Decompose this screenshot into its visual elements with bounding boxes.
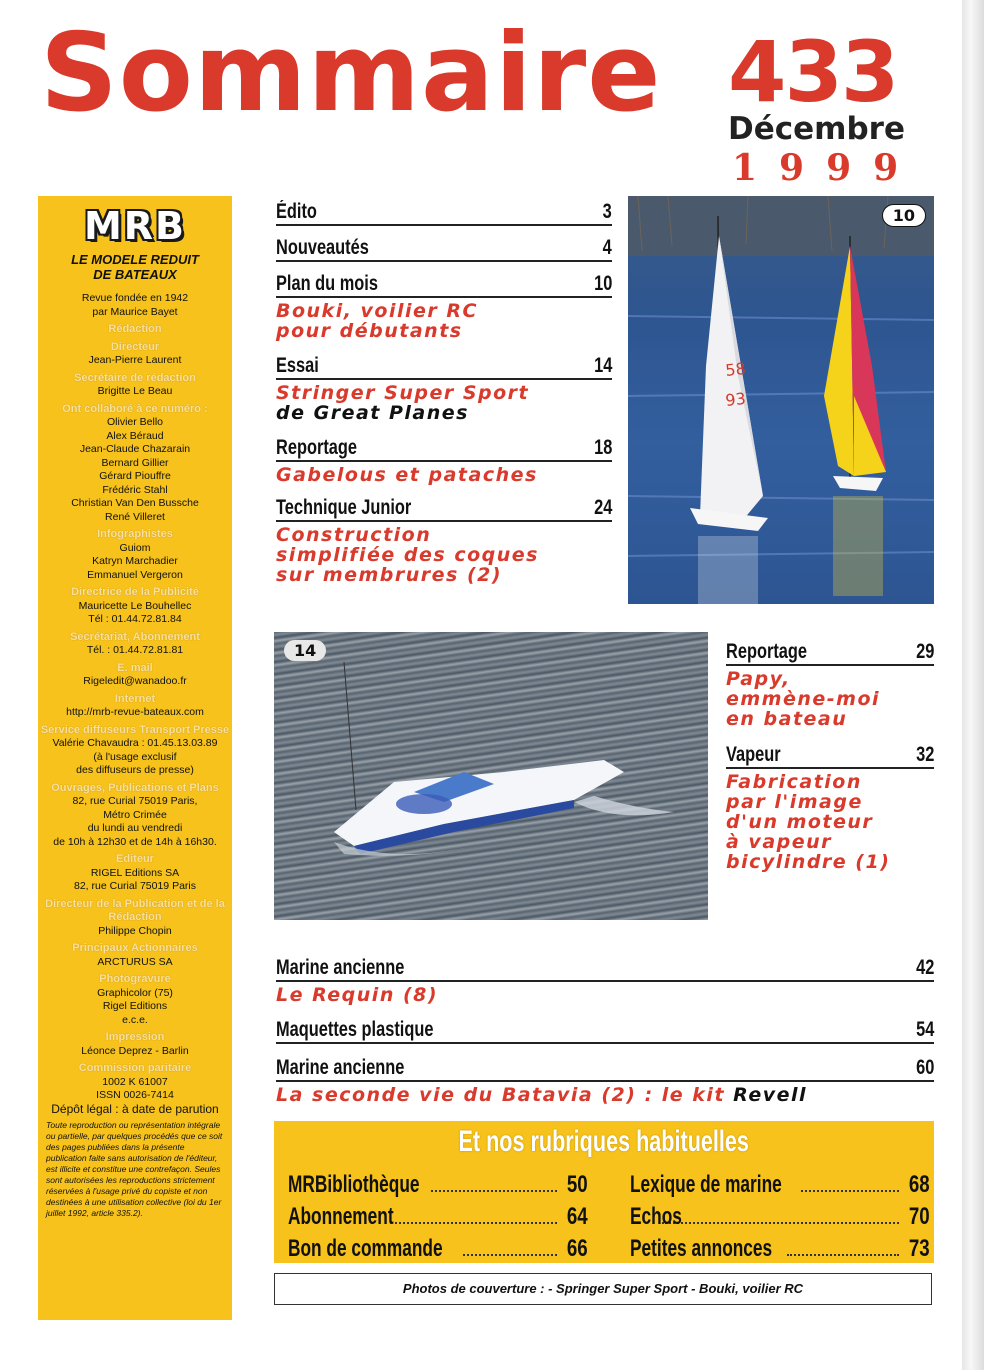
collaborator: Alex Béraud [106,429,164,442]
toc-page: 60 [915,1056,934,1079]
actionnaire-name: ARCTURUS SA [97,955,173,968]
toc-page: 4 [602,236,612,259]
rubrique-page: 64 [567,1203,588,1230]
toc-subtitle-line: emmène-moi [726,688,881,710]
toc-section: Reportage [726,640,808,663]
toc-subtitle-line: Stringer Super Sport [276,382,530,404]
cover-photo-credits: Photos de couverture : - Springer Super Sport - Bouki, voilier RC [274,1273,932,1305]
collaborator-list [38,416,232,524]
toc-entry-maquettes-plastique[interactable] [276,1012,934,1044]
toc-section: Essai [276,354,319,377]
toc-row [276,490,612,522]
sail-number: 58 [724,358,747,380]
rubriques-right-column [630,1167,930,1263]
editeur-line: 82, rue Curial 75019 Paris [74,880,196,892]
toc-entry-reportage-18[interactable] [276,430,612,485]
website-url: http://mrb-revue-bateaux.com [66,706,204,718]
toc-entry-marine-ancienne-42[interactable] [276,950,934,1005]
collaborator: Jean-Claude Chazarain [79,443,191,455]
rubrique-label: Lexique de marine [630,1171,782,1198]
heading-publicite: Directrice de la Publicité [71,586,199,598]
heading-internet: Internet [114,692,156,705]
toc-section: Plan du mois [276,272,378,295]
heading-email: E. mail [117,661,153,674]
toc-entry-edito[interactable] [276,194,612,226]
toc-row [276,1050,934,1082]
publicite-name: Mauricette Le Bouhellec [78,599,192,612]
issue-month: Décembre [728,111,905,147]
dot-leader [463,1254,558,1256]
commission-line: ISSN 0026-7414 [96,1089,174,1101]
photogravure-line: Rigel Editions [102,1000,168,1012]
toc-page: 14 [593,354,612,377]
toc-row [276,266,612,298]
collaborator: Frédéric Stahl [102,483,168,496]
rubrique-item[interactable] [288,1231,588,1263]
toc-row [726,737,934,769]
infographiste: Katryn Marchadier [92,555,178,567]
heading-secretariat: Secrétariat, Abonnement [70,630,200,643]
secretaire-name: Brigitte Le Beau [97,385,173,397]
toc-row [276,1012,934,1044]
toc-entry-technique-junior[interactable] [276,490,612,585]
toc-page: 32 [915,743,934,766]
heading-service: Service diffuseurs Transport Presse [40,723,230,736]
rubrique-label: MRBibliothèque [288,1171,420,1198]
founded-line: par Maurice Bayet [92,305,178,318]
sailboats-illustration [628,196,934,604]
toc-section: Marine ancienne [276,1056,405,1079]
toc-subtitle-line: d'un moteur [726,811,874,833]
ouvrages-line: du lundi au vendredi [87,822,183,834]
heading-ouvrages: Ouvrages, Publications et Plans [51,781,219,794]
heading-collaborators: Ont collaboré à ce numéro : [62,402,208,415]
rubrique-item[interactable] [630,1167,930,1199]
service-line: (à l'usage exclusif [93,750,177,763]
rubrique-item[interactable] [288,1199,588,1231]
toc-row [276,430,612,462]
editeur-line: RIGEL Editions SA [90,866,180,879]
heading-actionnaires: Principaux Actionnaires [72,942,198,954]
impression-name: Léonce Deprez - Barlin [81,1044,189,1057]
toc-row [276,950,934,982]
toc-subtitle-line: La seconde vie du Batavia (2) : le kit [276,1084,726,1106]
collaborator: René Villeret [105,510,165,523]
toc-row [726,634,934,666]
rubriques-left-column [288,1167,588,1263]
ouvrages-line: de 10h à 12h30 et de 14h à 16h30. [53,835,217,848]
toc-page: 18 [593,436,612,459]
page-edge-shadow [962,0,984,1370]
subtitle-line: LE MODELE REDUIT [71,252,199,267]
service-line: Valérie Chavaudra : 01.45.13.03.89 [52,737,218,749]
toc-subtitle-line: Le Requin (8) [276,984,439,1006]
sail-number: 93 [724,388,747,410]
issue-number: 433 [728,23,898,121]
ouvrages-line: 82, rue Curial 75019 Paris, [72,795,198,807]
heading-directeur: Directeur [110,340,160,353]
toc-subtitle-line: Bouki, voilier RC [276,300,478,322]
page-title: Sommaire [40,11,662,136]
infographiste: Emmanuel Vergeron [87,568,183,581]
toc-subtitle [276,465,612,485]
toc-subtitle [276,525,612,585]
toc-subtitle-suffix: Revell [733,1084,808,1106]
toc-subtitle-line: sur membrures (2) [276,564,503,586]
toc-subtitle-line: Gabelous et pataches [276,464,538,486]
publicite-tel: Tél : 01.44.72.81.84 [88,613,182,625]
toc-subtitle [276,301,612,341]
rubrique-page: 68 [909,1171,930,1198]
rubrique-page: 50 [567,1171,588,1198]
powerboat-illustration [274,632,708,920]
dot-leader [801,1190,900,1192]
rubrique-item[interactable] [630,1199,930,1231]
toc-subtitle-line: en bateau [726,708,848,730]
toc-page: 10 [593,272,612,295]
rubriques-title [274,1125,934,1159]
rubrique-item[interactable] [630,1231,930,1263]
rubriques-box [274,1121,934,1263]
toc-page: 24 [593,496,612,519]
page-badge: 10 [882,204,926,227]
heading-editeur: Editeur [116,853,154,865]
directeur-publication-name: Philippe Chopin [98,924,172,937]
toc-section: Technique Junior [276,496,412,519]
collaborator: Bernard Gillier [101,456,169,469]
dot-leader [431,1190,558,1192]
service-line: des diffuseurs de presse) [76,764,194,776]
toc-subtitle-line: simplifiée des coques [276,544,539,566]
dot-leader [787,1254,899,1256]
rubriques-title-text: Et nos rubriques habituelles [458,1125,750,1158]
heading-directeur-publication: Directeur de la Publication et de la Rédaction [45,897,225,923]
secretariat-tel: Tél. : 01.44.72.81.81 [86,644,184,656]
mrb-logo: MRB [83,204,187,248]
toc-entry-vapeur[interactable] [726,737,934,872]
email-address: Rigeledit@wanadoo.fr [83,675,187,687]
photogravure-line: e.c.e. [122,1013,148,1026]
toc-section: Édito [276,200,317,223]
toc-row [276,194,612,226]
collaborator: Olivier Bello [106,416,164,428]
toc-entry-marine-ancienne-60[interactable] [276,1050,934,1105]
collaborator: Gérard Piouffre [99,470,171,482]
toc-row [276,230,612,262]
toc-subtitle-line: de Great Planes [276,402,469,424]
founded-line: Revue fondée en 1942 [81,292,189,304]
heading-infographistes: Infographistes [97,528,173,540]
toc-subtitle-line: Fabrication [726,771,862,793]
heading-commission: Commission paritaire [78,1062,192,1074]
toc-subtitle-line: pour débutants [276,320,463,342]
toc-subtitle-line: par l'image [726,791,863,813]
toc-subtitle-line: à vapeur [726,831,833,853]
heading-photogravure: Photogravure [99,973,171,985]
toc-entry-essai[interactable] [276,348,612,423]
rubrique-label: Bon de commande [288,1235,443,1262]
toc-section: Vapeur [726,743,781,766]
ouvrages-line: Métro Crimée [103,808,167,821]
rubrique-page: 73 [909,1235,930,1262]
directeur-name: Jean-Pierre Laurent [88,354,182,366]
toc-page: 54 [915,1018,934,1041]
masthead-sidebar [38,196,232,1320]
toc-entry-plan-du-mois[interactable] [276,266,612,341]
toc-page: 29 [915,640,934,663]
toc-row [276,348,612,380]
toc-section: Reportage [276,436,358,459]
subtitle-line: DE BATEAUX [93,267,177,282]
toc-subtitle [276,985,934,1005]
rubrique-label: Echos [630,1203,682,1230]
heading-redaction: Rédaction [108,323,162,335]
toc-subtitle-line: Papy, [726,668,791,690]
toc-page: 3 [602,200,612,223]
toc-page: 42 [915,956,934,979]
toc-subtitle [726,669,934,729]
photogravure-line: Graphicolor (75) [97,986,173,999]
toc-subtitle-line: Construction [276,524,432,546]
magazine-subtitle [38,252,232,282]
heading-secretaire: Secrétaire de rédaction [74,371,196,384]
powerboat-photo [274,632,708,920]
page-badge: 14 [284,640,326,661]
infographiste: Guiom [119,541,151,554]
toc-subtitle [726,772,934,872]
rubrique-page: 66 [567,1235,588,1262]
toc-section: Maquettes plastique [276,1018,434,1041]
legal-notice: Toute reproduction ou représentation intégrale ou partielle, par quelques procédés que ce soit des pages publiées dans la présente publication faite sans autorisation de l'éditeur, est illicite et constitue une contrefaçon. Seules sont autorisées les reproductions strictement réservées à l'usage privé du copiste et non destinées à une utilisation collective (loi du 1er juillet 1992, article 335.2). [46,1120,223,1218]
dot-leader [395,1222,558,1224]
rubrique-item[interactable] [288,1167,588,1199]
toc-section: Nouveautés [276,236,369,259]
dot-leader [662,1222,899,1224]
toc-subtitle [276,383,612,423]
commission-line: 1002 K 61007 [102,1075,168,1088]
collaborator: Christian Van Den Bussche [71,497,199,509]
rubrique-label: Petites annonces [630,1235,773,1262]
toc-subtitle-line: bicylindre (1) [726,851,891,873]
depot-legal: Dépôt légal : à date de parution [51,1101,219,1116]
issue-year: 1999 [732,147,921,189]
rubrique-label: Abonnement [288,1203,394,1230]
toc-entry-reportage-29[interactable] [726,634,934,729]
toc-subtitle [276,1085,934,1105]
toc-section: Marine ancienne [276,956,405,979]
heading-impression: Impression [105,1031,165,1043]
toc-entry-nouveautes[interactable] [276,230,612,262]
sailboats-photo [628,196,934,604]
rubrique-page: 70 [909,1203,930,1230]
